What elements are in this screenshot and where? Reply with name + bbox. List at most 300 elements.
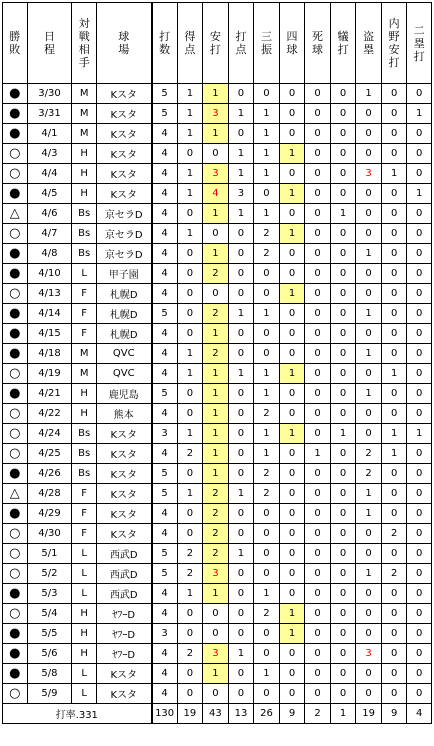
result-mark: ● [3,304,28,324]
stat-doubles: 0 [407,624,432,644]
stat-doubles: 0 [407,524,432,544]
result-mark: ○ [3,164,28,184]
stat-sacrifice: 0 [330,604,356,624]
stat-walks: 0 [279,584,305,604]
stat-at-bats: 4 [152,604,178,624]
table-row [3,544,432,564]
opponent: L [72,544,97,564]
stat-sacrifice: 0 [330,104,356,124]
stat-at-bats: 4 [152,664,178,684]
stat-walks: 0 [279,84,305,104]
totals-row [3,704,432,724]
stat-strikeouts: 0 [254,564,280,584]
header-infield-hits [381,3,407,84]
stat-hits: 0 [203,624,229,644]
stat-steals: 0 [356,204,382,224]
opponent: Bs [72,424,97,444]
stat-sacrifice: 0 [330,444,356,464]
game-date: 4/30 [27,524,72,544]
ballpark: ﾔﾌｰD [96,624,151,644]
stat-at-bats: 4 [152,684,178,704]
stat-hbp: 0 [305,524,331,544]
table-row [3,364,432,384]
stat-walks: 0 [279,664,305,684]
game-date: 4/21 [27,384,72,404]
stat-steals: 0 [356,524,382,544]
stat-hits: 2 [203,544,229,564]
game-date: 5/3 [27,584,72,604]
stat-hits: 1 [203,84,229,104]
stat-infield-hits: 0 [381,684,407,704]
result-mark: ● [3,504,28,524]
stat-infield-hits: 0 [381,384,407,404]
stat-runs: 0 [177,244,203,264]
stat-infield-hits: 0 [381,544,407,564]
stat-steals: 3 [356,644,382,664]
stat-runs: 2 [177,644,203,664]
ballpark: 西武D [96,584,151,604]
stat-rbi: 1 [228,304,254,324]
ballpark: Kスタ [96,464,151,484]
ballpark: Kスタ [96,104,151,124]
stat-runs: 0 [177,304,203,324]
ballpark: Kスタ [96,484,151,504]
stat-doubles: 0 [407,324,432,344]
stat-hbp: 0 [305,304,331,324]
table-row [3,684,432,704]
header-row [3,3,432,84]
result-mark: ○ [3,564,28,584]
stat-walks: 0 [279,524,305,544]
stat-infield-hits: 0 [381,464,407,484]
stat-walks: 0 [279,684,305,704]
stat-sacrifice: 0 [330,584,356,604]
stat-hbp: 0 [305,224,331,244]
stat-strikeouts: 0 [254,544,280,564]
stat-sacrifice: 1 [330,424,356,444]
opponent: F [72,524,97,544]
opponent: M [72,104,97,124]
stat-infield-hits: 0 [381,124,407,144]
stat-strikeouts: 0 [254,524,280,544]
stat-strikeouts: 1 [254,364,280,384]
total-strikeouts: 26 [254,704,280,724]
stat-strikeouts: 0 [254,504,280,524]
stat-rbi: 0 [228,424,254,444]
header-label: 死球 [312,30,324,56]
opponent: F [72,304,97,324]
result-mark: ○ [3,444,28,464]
stat-hits: 1 [203,664,229,684]
stat-runs: 0 [177,604,203,624]
stat-steals: 1 [356,564,382,584]
header-label: 打数 [159,30,171,56]
game-date: 5/9 [27,684,72,704]
ballpark: Kスタ [96,444,151,464]
stat-infield-hits: 0 [381,144,407,164]
stat-infield-hits: 2 [381,524,407,544]
stat-at-bats: 5 [152,484,178,504]
stat-at-bats: 4 [152,524,178,544]
stat-rbi: 1 [228,164,254,184]
stat-steals: 0 [356,604,382,624]
opponent: H [72,404,97,424]
stat-hbp: 0 [305,564,331,584]
stat-hits: 1 [203,424,229,444]
header-label: 日程 [43,30,55,56]
stat-hits: 3 [203,164,229,184]
stat-at-bats: 4 [152,124,178,144]
table-row [3,204,432,224]
stat-at-bats: 4 [152,644,178,664]
table-row [3,304,432,324]
stat-rbi: 1 [228,104,254,124]
stat-rbi: 1 [228,144,254,164]
opponent: H [72,144,97,164]
result-mark: ○ [3,544,28,564]
opponent: H [72,384,97,404]
header-hbp [305,3,331,84]
header-label: 打点 [235,30,247,56]
table-row [3,604,432,624]
stat-walks: 1 [279,624,305,644]
batting-average: 打率.331 [3,704,152,724]
table-row [3,84,432,104]
game-date: 4/7 [27,224,72,244]
stat-strikeouts: 0 [254,324,280,344]
stat-rbi: 1 [228,204,254,224]
stat-hits: 0 [203,144,229,164]
stat-sacrifice: 0 [330,684,356,704]
opponent: F [72,484,97,504]
game-date: 3/30 [27,84,72,104]
opponent: Bs [72,224,97,244]
header-label: 二塁打 [413,23,425,63]
stat-at-bats: 4 [152,284,178,304]
header-label: 対戦相手 [78,17,90,69]
stat-infield-hits: 0 [381,204,407,224]
stat-steals: 0 [356,664,382,684]
stat-hbp: 0 [305,584,331,604]
header-label: 盗塁 [363,30,375,56]
header-at-bats [152,3,178,84]
stat-walks: 0 [279,504,305,524]
opponent: Bs [72,464,97,484]
stat-hits: 1 [203,324,229,344]
stat-steals: 0 [356,184,382,204]
stat-hbp: 0 [305,504,331,524]
stat-steals: 1 [356,84,382,104]
stat-strikeouts: 1 [254,204,280,224]
result-mark: ● [3,264,28,284]
ballpark: 札幌D [96,324,151,344]
total-sacrifice: 1 [330,704,356,724]
stat-doubles: 0 [407,684,432,704]
header-date [27,3,72,84]
stat-hbp: 1 [305,444,331,464]
stat-sacrifice: 0 [330,324,356,344]
stat-walks: 0 [279,344,305,364]
stat-steals: 1 [356,504,382,524]
stat-sacrifice: 0 [330,544,356,564]
stat-hbp: 0 [305,644,331,664]
opponent: L [72,564,97,584]
ballpark: 甲子園 [96,264,151,284]
stat-rbi: 0 [228,504,254,524]
stat-sacrifice: 0 [330,264,356,284]
total-hbp: 2 [305,704,331,724]
stat-at-bats: 4 [152,244,178,264]
stat-hits: 1 [203,364,229,384]
stat-hits: 3 [203,644,229,664]
stat-rbi: 0 [228,664,254,684]
result-mark: ○ [3,404,28,424]
stat-hits: 0 [203,684,229,704]
stat-strikeouts: 1 [254,664,280,684]
table-row [3,264,432,284]
stat-infield-hits: 0 [381,484,407,504]
ballpark: 熊本 [96,404,151,424]
result-mark: ● [3,464,28,484]
result-mark: ● [3,244,28,264]
stat-walks: 1 [279,424,305,444]
opponent: Bs [72,244,97,264]
stat-hbp: 0 [305,344,331,364]
opponent: F [72,324,97,344]
stat-sacrifice: 0 [330,224,356,244]
stat-sacrifice: 0 [330,364,356,384]
stat-strikeouts: 0 [254,264,280,284]
header-sacrifice [330,3,356,84]
stat-hits: 2 [203,484,229,504]
header-strikeouts [254,3,280,84]
stat-strikeouts: 1 [254,104,280,124]
stat-sacrifice: 0 [330,504,356,524]
stat-steals: 0 [356,424,382,444]
stat-runs: 1 [177,484,203,504]
ballpark: Kスタ [96,124,151,144]
opponent: L [72,664,97,684]
ballpark: ﾔﾌｰD [96,644,151,664]
stat-walks: 0 [279,384,305,404]
header-label: 内野安打 [388,17,400,69]
stat-sacrifice: 0 [330,144,356,164]
stat-runs: 1 [177,84,203,104]
game-date: 5/5 [27,624,72,644]
stat-rbi: 0 [228,324,254,344]
ballpark: Kスタ [96,504,151,524]
stat-runs: 0 [177,684,203,704]
stat-runs: 1 [177,344,203,364]
opponent: M [72,124,97,144]
stat-at-bats: 4 [152,204,178,224]
opponent: H [72,184,97,204]
stat-sacrifice: 0 [330,84,356,104]
stat-walks: 1 [279,364,305,384]
stat-steals: 3 [356,164,382,184]
stat-hits: 2 [203,304,229,324]
table-row [3,424,432,444]
stat-at-bats: 5 [152,464,178,484]
stat-at-bats: 5 [152,104,178,124]
stat-infield-hits: 1 [381,444,407,464]
ballpark: Kスタ [96,184,151,204]
opponent: H [72,644,97,664]
stat-steals: 0 [356,584,382,604]
table-row [3,644,432,664]
ballpark: Kスタ [96,144,151,164]
stat-at-bats: 4 [152,504,178,524]
table-row [3,224,432,244]
stat-walks: 0 [279,244,305,264]
table-row [3,404,432,424]
stat-strikeouts: 0 [254,184,280,204]
header-label: 犠打 [337,30,349,56]
game-date: 4/13 [27,284,72,304]
stat-steals: 0 [356,124,382,144]
game-date: 5/8 [27,664,72,684]
stat-hbp: 0 [305,104,331,124]
opponent: L [72,264,97,284]
stat-at-bats: 4 [152,144,178,164]
stat-infield-hits: 0 [381,264,407,284]
stat-at-bats: 5 [152,384,178,404]
stat-hbp: 0 [305,364,331,384]
stat-infield-hits: 1 [381,164,407,184]
stat-sacrifice: 1 [330,204,356,224]
stat-doubles: 0 [407,604,432,624]
header-steals [356,3,382,84]
game-date: 4/10 [27,264,72,284]
stat-at-bats: 4 [152,164,178,184]
game-date: 4/22 [27,404,72,424]
stat-hbp: 0 [305,264,331,284]
stat-walks: 0 [279,444,305,464]
stat-steals: 0 [356,544,382,564]
game-date: 4/25 [27,444,72,464]
stat-hits: 1 [203,444,229,464]
stat-steals: 0 [356,104,382,124]
stat-sacrifice: 0 [330,664,356,684]
stat-infield-hits: 0 [381,184,407,204]
stat-infield-hits: 1 [381,364,407,384]
stat-hits: 2 [203,344,229,364]
stat-hits: 1 [203,404,229,424]
result-mark: ● [3,664,28,684]
stat-hbp: 0 [305,684,331,704]
result-mark: △ [3,204,28,224]
stat-infield-hits: 0 [381,584,407,604]
stat-hbp: 0 [305,204,331,224]
stat-walks: 0 [279,484,305,504]
ballpark: 西武D [96,564,151,584]
stat-hits: 2 [203,504,229,524]
stat-sacrifice: 0 [330,344,356,364]
stat-steals: 1 [356,344,382,364]
game-date: 4/28 [27,484,72,504]
header-label: 安打 [209,30,221,56]
total-infield-hits: 9 [381,704,407,724]
stat-sacrifice: 0 [330,524,356,544]
stat-strikeouts: 0 [254,644,280,664]
stat-at-bats: 4 [152,224,178,244]
result-mark: ● [3,644,28,664]
header-label: 球場 [118,30,130,56]
header-opponent [72,3,97,84]
stat-strikeouts: 1 [254,584,280,604]
stat-walks: 0 [279,404,305,424]
ballpark: 京セラD [96,244,151,264]
stat-rbi: 0 [228,564,254,584]
stat-rbi: 0 [228,444,254,464]
stat-rbi: 0 [228,624,254,644]
stat-at-bats: 3 [152,624,178,644]
stat-doubles: 1 [407,184,432,204]
result-mark: ● [3,124,28,144]
result-mark: ○ [3,224,28,244]
result-mark: ● [3,104,28,124]
stat-doubles: 0 [407,284,432,304]
stat-at-bats: 3 [152,424,178,444]
stat-runs: 0 [177,464,203,484]
stat-strikeouts: 1 [254,164,280,184]
stat-infield-hits: 0 [381,304,407,324]
stat-doubles: 0 [407,124,432,144]
stat-infield-hits: 0 [381,344,407,364]
total-hits: 43 [203,704,229,724]
stat-doubles: 0 [407,164,432,184]
stat-runs: 1 [177,184,203,204]
header-runs [177,3,203,84]
stat-sacrifice: 0 [330,564,356,584]
stat-strikeouts: 0 [254,684,280,704]
header-ballpark [96,3,151,84]
stat-steals: 2 [356,444,382,464]
game-date: 5/1 [27,544,72,564]
stat-sacrifice: 0 [330,124,356,144]
stat-runs: 0 [177,284,203,304]
stat-hbp: 0 [305,544,331,564]
stat-doubles: 0 [407,244,432,264]
stat-hbp: 0 [305,324,331,344]
stat-infield-hits: 0 [381,624,407,644]
stat-strikeouts: 2 [254,484,280,504]
stat-hbp: 0 [305,604,331,624]
stat-strikeouts: 1 [254,444,280,464]
stat-at-bats: 5 [152,84,178,104]
stat-strikeouts: 1 [254,424,280,444]
stat-sacrifice: 0 [330,304,356,324]
ballpark: 京セラD [96,204,151,224]
stat-runs: 2 [177,564,203,584]
stat-rbi: 0 [228,264,254,284]
total-rbi: 13 [228,704,254,724]
stat-walks: 0 [279,264,305,284]
ballpark: Kスタ [96,164,151,184]
stat-doubles: 0 [407,144,432,164]
game-date: 5/2 [27,564,72,584]
table-row [3,104,432,124]
stat-infield-hits: 0 [381,104,407,124]
ballpark: Kスタ [96,424,151,444]
stat-rbi: 0 [228,404,254,424]
stat-infield-hits: 0 [381,664,407,684]
stat-runs: 0 [177,404,203,424]
ballpark: 鹿児島 [96,384,151,404]
game-date: 3/31 [27,104,72,124]
stat-hbp: 0 [305,424,331,444]
game-date: 4/19 [27,364,72,384]
